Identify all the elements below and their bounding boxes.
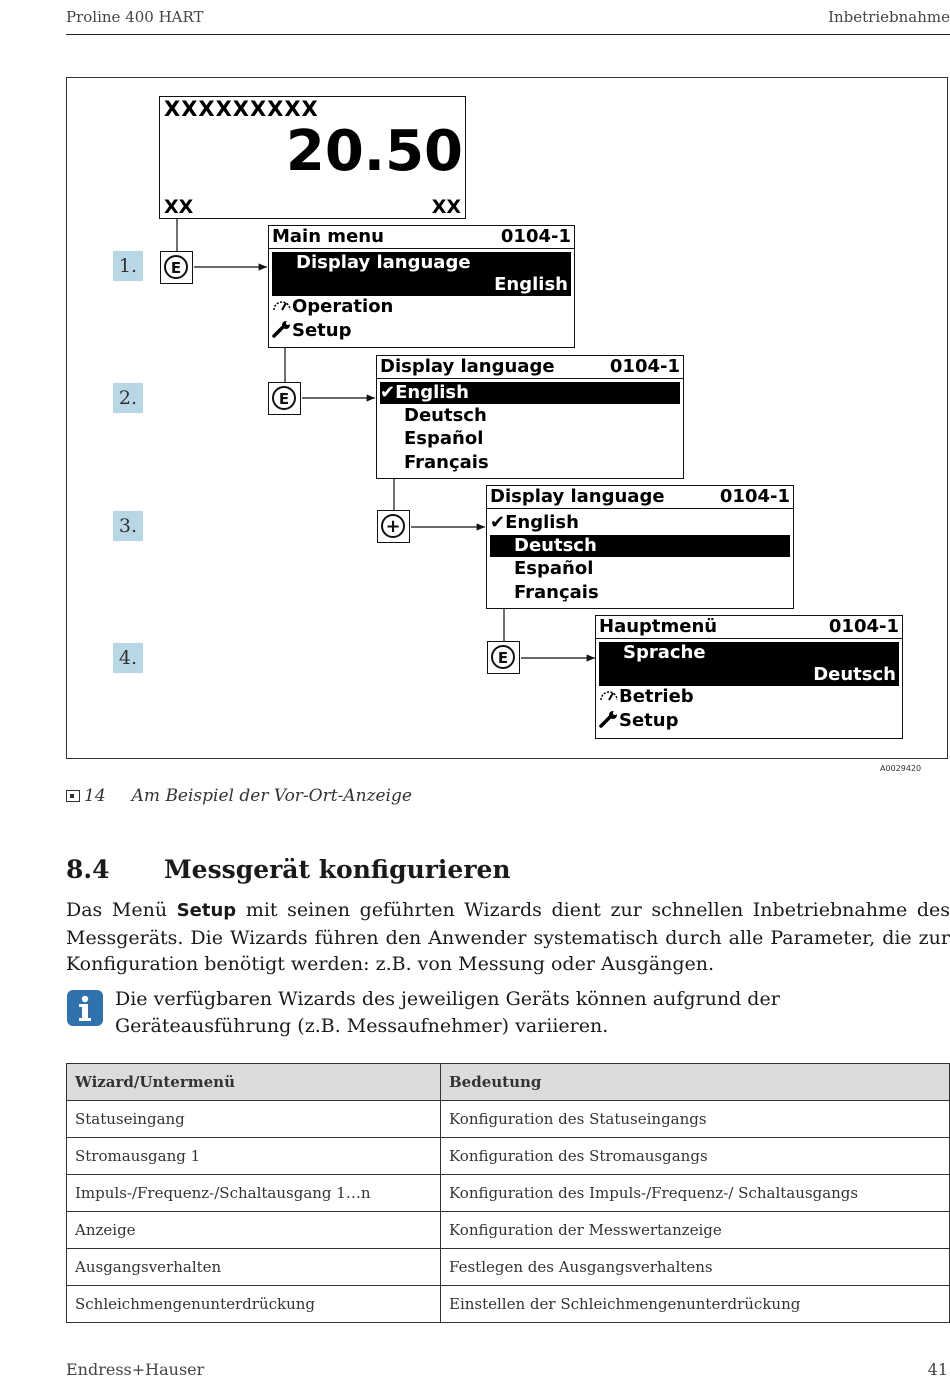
option-espanol[interactable]: Español [404, 428, 484, 449]
menu-item-label: Sprache [623, 642, 706, 663]
table-cell: Konfiguration des Stromausgangs [441, 1138, 950, 1175]
table-cell: Einstellen der Schleichmengenunterdrückung [441, 1286, 950, 1323]
table-row [67, 1286, 950, 1323]
figure-frame [66, 77, 948, 759]
option-deutsch[interactable]: Deutsch [404, 405, 487, 426]
table-cell: Stromausgang 1 [67, 1138, 441, 1175]
menu-item-display-language[interactable] [272, 252, 571, 296]
screen-display-language-2 [486, 485, 794, 609]
screen-title: Main menu [272, 226, 384, 247]
table-cell: Konfiguration der Messwertanzeige [441, 1212, 950, 1249]
column-header: Wizard/Untermenü [67, 1064, 441, 1101]
option-francais[interactable]: Français [404, 452, 489, 473]
step-1-label: 1. [113, 251, 143, 281]
table-row [67, 1175, 950, 1212]
menu-item-label: Setup [292, 320, 352, 341]
checkmark-icon: ✔ [490, 512, 506, 533]
section-heading [66, 855, 511, 884]
paragraph-text: mit seinen geführten Wizards dient zur schnellen Inbetriebnahme des Messgeräts. Die Wizards führen den Anwender systematisch durch alle Parameter, die zur Konfiguration benötigt werden: z.B. von Messung oder Ausgängen. [66, 899, 950, 975]
table-cell: Konfiguration des Impuls-/Frequenz-/ Schaltausgangs [441, 1175, 950, 1212]
menu-item-sprache[interactable] [599, 642, 899, 686]
menu-item-betrieb[interactable] [599, 686, 899, 708]
table-cell: Schleichmengenunterdrückung [67, 1286, 441, 1323]
wrench-icon [272, 320, 292, 338]
caption-number: 14 [84, 786, 106, 806]
option-english[interactable]: ✔English [490, 512, 579, 533]
table-row [67, 1138, 950, 1175]
table-cell: Ausgangsverhalten [67, 1249, 441, 1286]
screen-hauptmenu [595, 615, 903, 739]
table-row [67, 1212, 950, 1249]
table-header-row [67, 1064, 950, 1101]
svg-text:+: + [385, 516, 401, 537]
display-bottom-right: XX [431, 196, 461, 218]
section-number: 8.4 [66, 855, 110, 884]
menu-item-setup[interactable] [599, 710, 899, 732]
table-row [67, 1249, 950, 1286]
screen-title: Hauptmenü [599, 616, 718, 637]
menu-item-label: Betrieb [619, 686, 694, 707]
menu-item-setup[interactable] [272, 320, 571, 342]
screen-title: Display language [380, 356, 555, 377]
screen-code: 0104-1 [828, 616, 899, 637]
screen-main-menu [268, 225, 575, 348]
menu-item-operation[interactable] [272, 296, 571, 318]
gauge-icon [272, 297, 292, 313]
svg-text:E: E [170, 259, 182, 277]
figure-icon [66, 790, 80, 802]
display-top-label: XXXXXXXXX [164, 97, 319, 121]
page-number: 41 [927, 1360, 948, 1379]
caption-text: Am Beispiel der Vor-Ort-Anzeige [131, 786, 412, 806]
svg-text:E: E [497, 649, 509, 667]
header-right: Inbetriebnahme [828, 8, 950, 26]
menu-item-label: Operation [292, 296, 394, 317]
info-note: Die verfügbaren Wizards des jeweiligen Geräts können aufgrund der Geräteausführung (z.B. Messaufnehmer) variieren. [115, 988, 780, 1037]
section-title: Messgerät konfigurieren [164, 855, 511, 884]
table-cell: Anzeige [67, 1212, 441, 1249]
screen-code: 0104-1 [500, 226, 571, 247]
figure-code: A0029420 [880, 764, 922, 773]
wrench-icon [599, 710, 619, 728]
display-value: 20.50 [285, 119, 463, 184]
enter-key-icon[interactable] [268, 382, 301, 415]
display-bottom-left: XX [164, 196, 194, 218]
gauge-icon [599, 687, 619, 703]
step-2-label: 2. [113, 383, 143, 413]
info-icon [67, 990, 103, 1026]
menu-item-label: Setup [619, 710, 679, 731]
column-header: Bedeutung [441, 1064, 950, 1101]
screen-code: 0104-1 [609, 356, 680, 377]
header-rule [66, 34, 950, 35]
option-deutsch[interactable]: Deutsch [490, 535, 790, 557]
menu-item-value: English [494, 274, 568, 295]
table-cell: Statuseingang [67, 1101, 441, 1138]
paragraph-text: Das Menü [66, 899, 177, 921]
option-english[interactable]: ✔English [380, 382, 680, 404]
screen-code: 0104-1 [719, 486, 790, 507]
paragraph-bold-term: Setup [176, 900, 237, 921]
table-cell: Konfiguration des Statuseingangs [441, 1101, 950, 1138]
plus-key-icon[interactable] [377, 510, 410, 543]
measured-value-display [159, 96, 466, 219]
menu-item-label: Display language [296, 252, 471, 273]
table-cell: Impuls-/Frequenz-/Schaltausgang 1…n [67, 1175, 441, 1212]
wizard-table [66, 1063, 950, 1323]
header-left: Proline 400 HART [66, 8, 204, 26]
checkmark-icon: ✔ [380, 382, 396, 403]
step-3-label: 3. [113, 511, 143, 541]
menu-item-value: Deutsch [813, 664, 896, 685]
figure-caption [66, 786, 412, 806]
enter-key-icon[interactable] [160, 251, 193, 284]
table-row [67, 1101, 950, 1138]
option-espanol[interactable]: Español [514, 558, 594, 579]
footer-left: Endress+Hauser [66, 1360, 205, 1379]
screen-display-language-1 [376, 355, 684, 479]
svg-text:E: E [278, 390, 290, 408]
body-paragraph [66, 897, 950, 978]
option-francais[interactable]: Français [514, 582, 599, 603]
screen-title: Display language [490, 486, 665, 507]
table-cell: Festlegen des Ausgangsverhaltens [441, 1249, 950, 1286]
enter-key-icon[interactable] [487, 641, 520, 674]
step-4-label: 4. [113, 643, 143, 673]
